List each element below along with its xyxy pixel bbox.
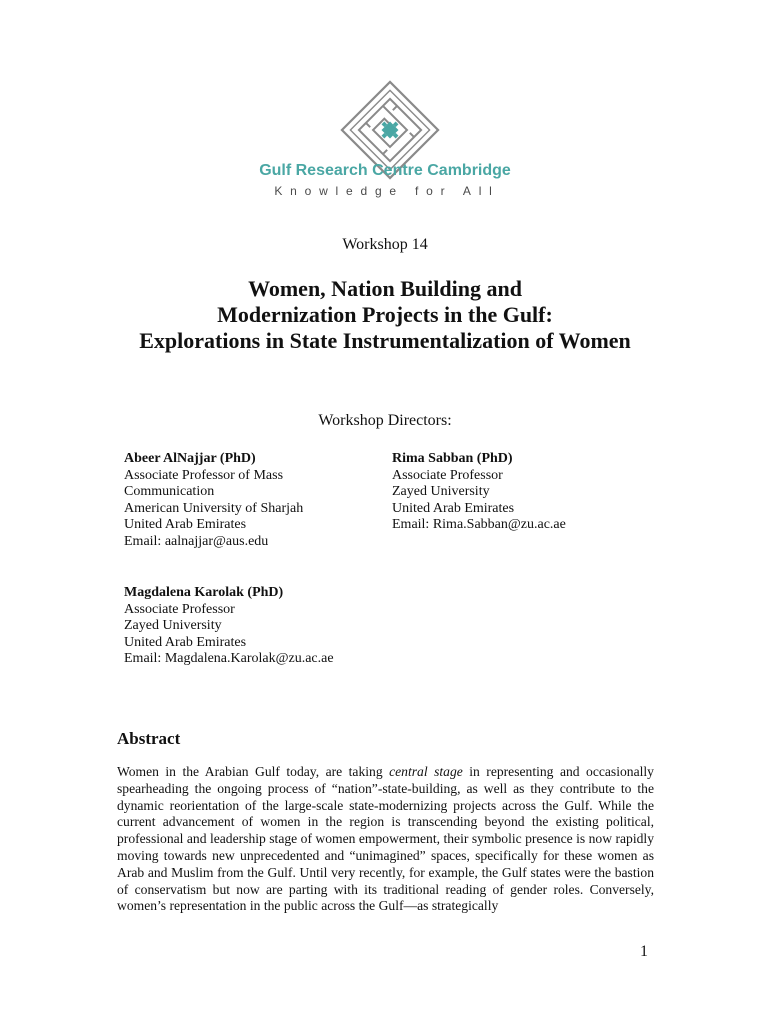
director-line: Zayed University bbox=[392, 484, 490, 500]
director-email: Email: aalnajjar@aus.edu bbox=[124, 533, 269, 549]
organization-tagline: Knowledge for All bbox=[274, 184, 500, 198]
director-name: Magdalena Karolak (PhD) bbox=[124, 585, 284, 600]
title-line: Explorations in State Instrumentalization of Women bbox=[139, 328, 631, 353]
title-line: Women, Nation Building and bbox=[248, 276, 522, 301]
director-line: Communication bbox=[124, 484, 215, 500]
director-line: Associate Professor bbox=[124, 601, 235, 617]
director-line: Associate Professor bbox=[392, 467, 503, 483]
director-block bbox=[392, 451, 566, 534]
abstract-text: Women in the Arabian Gulf today, are taking bbox=[117, 764, 390, 779]
page-title bbox=[0, 276, 770, 354]
abstract-text: in representing and occasionally spearheading the ongoing process of “nation”-state-building, as well as they contribute to the dynamic reorientation of the large-scale state-modernizing projects across the Gulf. While the current advancement of women in the region is transcending beyond the existing political, professional and leadership stage of women empowerment, their symbolic presence is now rapidly moving towards new unprecedented and “unimagined” spaces, specifically for these women as Arab and Muslim from the Gulf. Until very recently, for example, the Gulf states were the bastion of conservatism but now are parting with its traditional reading of gender roles. Conversely, women’s representation in the public across the Gulf—as strategically bbox=[117, 764, 654, 914]
director-line: United Arab Emirates bbox=[124, 634, 247, 650]
abstract-heading: Abstract bbox=[117, 729, 181, 748]
director-name: Rima Sabban (PhD) bbox=[392, 451, 513, 466]
director-email: Email: Rima.Sabban@zu.ac.ae bbox=[392, 517, 566, 533]
organization-name: Gulf Research Centre Cambridge bbox=[259, 162, 511, 179]
workshop-number: Workshop 14 bbox=[342, 236, 428, 253]
director-block bbox=[124, 585, 334, 668]
director-line: Zayed University bbox=[124, 618, 222, 634]
abstract-italic-phrase: central stage bbox=[389, 764, 463, 779]
director-line: United Arab Emirates bbox=[124, 517, 247, 533]
directors-heading: Workshop Directors: bbox=[318, 412, 452, 429]
title-line: Modernization Projects in the Gulf: bbox=[217, 302, 553, 327]
page-number: 1 bbox=[640, 943, 648, 960]
director-name: Abeer AlNajjar (PhD) bbox=[124, 451, 256, 466]
director-line: American University of Sharjah bbox=[124, 500, 304, 516]
director-email: Email: Magdalena.Karolak@zu.ac.ae bbox=[124, 651, 334, 667]
abstract-body bbox=[117, 764, 654, 915]
director-line: Associate Professor of Mass bbox=[124, 467, 284, 483]
director-block bbox=[124, 451, 303, 551]
director-line: United Arab Emirates bbox=[392, 500, 515, 516]
